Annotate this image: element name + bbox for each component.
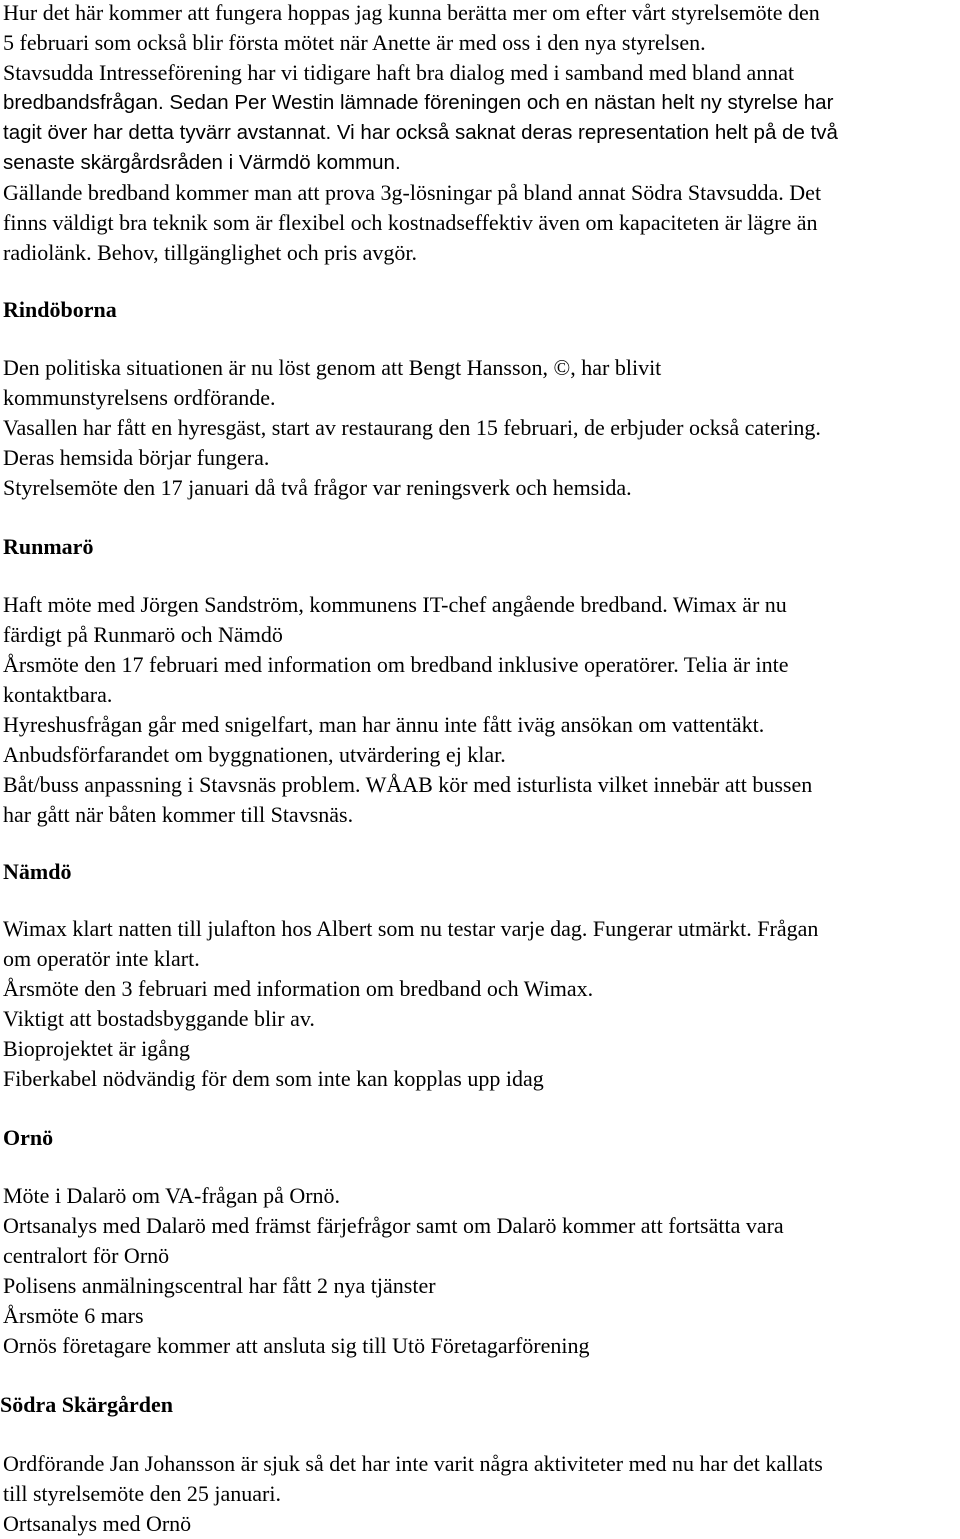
intro-line: Hur det här kommer att fungera hoppas jag kunna berätta mer om efter vårt styrelsemöte den (3, 0, 820, 25)
section-body-runmaro (3, 590, 960, 830)
section-line: Bioprojektet är igång (3, 1036, 190, 1061)
intro-line: finns väldigt bra teknik som är flexibel och kostnadseffektiv även om kapaciteten är lägre än (3, 210, 818, 235)
intro-line: tagit över har detta tyvärr avstannat. Vi har också saknat deras representation helt på de två (3, 121, 838, 144)
section-heading-sodra-skargarden: Södra Skärgården (0, 1392, 173, 1417)
section-line: Polisens anmälningscentral har fått 2 nya tjänster (3, 1273, 436, 1298)
section-line: Ortsanalys med Ornö (3, 1511, 192, 1536)
section-line: till styrelsemöte den 25 januari. (3, 1481, 281, 1506)
section-heading-runmaro: Runmarö (3, 534, 94, 559)
section-line: Den politiska situationen är nu löst genom att Bengt Hansson, ©, har blivit (3, 355, 662, 380)
section-body-rindoborna (3, 353, 960, 503)
section-line: Ornös företagare kommer att ansluta sig till Utö Företagarförening (3, 1333, 590, 1358)
section-line: har gått när båten kommer till Stavsnäs. (3, 802, 354, 827)
section-line: kontaktbara. (3, 682, 113, 707)
section-line: Anbudsförfarandet om byggnationen, utvärdering ej klar. (3, 742, 506, 767)
intro-paragraph (3, 0, 960, 268)
section-line: Årsmöte den 17 februari med information om bredband inklusive operatörer. Telia är inte (3, 652, 789, 677)
intro-line: Stavsudda Intresseförening har vi tidigare haft bra dialog med i samband med bland annat (3, 60, 795, 85)
section-line: centralort för Ornö (3, 1243, 170, 1268)
section-line: Båt/buss anpassning i Stavsnäs problem. WÅAB kör med isturlista vilket innebär att bussen (3, 772, 813, 797)
section-line: Deras hemsida börjar fungera. (3, 445, 270, 470)
section-line: Ordförande Jan Johansson är sjuk så det har inte varit några aktiviteter med nu har det kallats (3, 1451, 823, 1476)
section-line: Fiberkabel nödvändig för dem som inte kan kopplas upp idag (3, 1066, 544, 1091)
section-line: kommunstyrelsens ordförande. (3, 385, 276, 410)
section-line: Styrelsemöte den 17 januari då två frågor var reningsverk och hemsida. (3, 475, 632, 500)
section-body-sodra-skargarden (3, 1449, 960, 1539)
section-line: Haft möte med Jörgen Sandström, kommunens IT-chef angående bredband. Wimax är nu (3, 592, 787, 617)
section-line: Vasallen har fått en hyresgäst, start av restaurang den 15 februari, de erbjuder också catering. (3, 415, 821, 440)
section-line: Wimax klart natten till julafton hos Albert som nu testar varje dag. Fungerar utmärkt. Frågan (3, 916, 819, 941)
section-heading-orno: Ornö (3, 1125, 54, 1150)
section-heading-rindoborna: Rindöborna (3, 297, 117, 322)
section-line: Viktigt att bostadsbyggande blir av. (3, 1006, 315, 1031)
intro-line: bredbandsfrågan. Sedan Per Westin lämnade föreningen och en nästan helt ny styrelse har (3, 91, 834, 114)
intro-line: radiolänk. Behov, tillgänglighet och pris avgör. (3, 240, 418, 265)
intro-line: 5 februari som också blir första mötet när Anette är med oss i den nya styrelsen. (3, 30, 706, 55)
section-line: Ortsanalys med Dalarö med främst färjefrågor samt om Dalarö kommer att fortsätta vara (3, 1213, 784, 1238)
section-line: om operatör inte klart. (3, 946, 200, 971)
section-line: Årsmöte 6 mars (3, 1303, 144, 1328)
section-line: färdigt på Runmarö och Nämdö (3, 622, 283, 647)
section-line: Årsmöte den 3 februari med information om bredband och Wimax. (3, 976, 594, 1001)
section-body-namdo (3, 914, 960, 1094)
intro-line: senaste skärgårdsråden i Värmdö kommun. (3, 151, 401, 174)
section-line: Möte i Dalarö om VA-frågan på Ornö. (3, 1183, 341, 1208)
section-line: Hyreshusfrågan går med snigelfart, man har ännu inte fått iväg ansökan om vattentäkt. (3, 712, 765, 737)
section-body-orno (3, 1181, 960, 1361)
section-heading-namdo: Nämdö (3, 859, 72, 884)
intro-line: Gällande bredband kommer man att prova 3g-lösningar på bland annat Södra Stavsudda. Det (3, 180, 822, 205)
